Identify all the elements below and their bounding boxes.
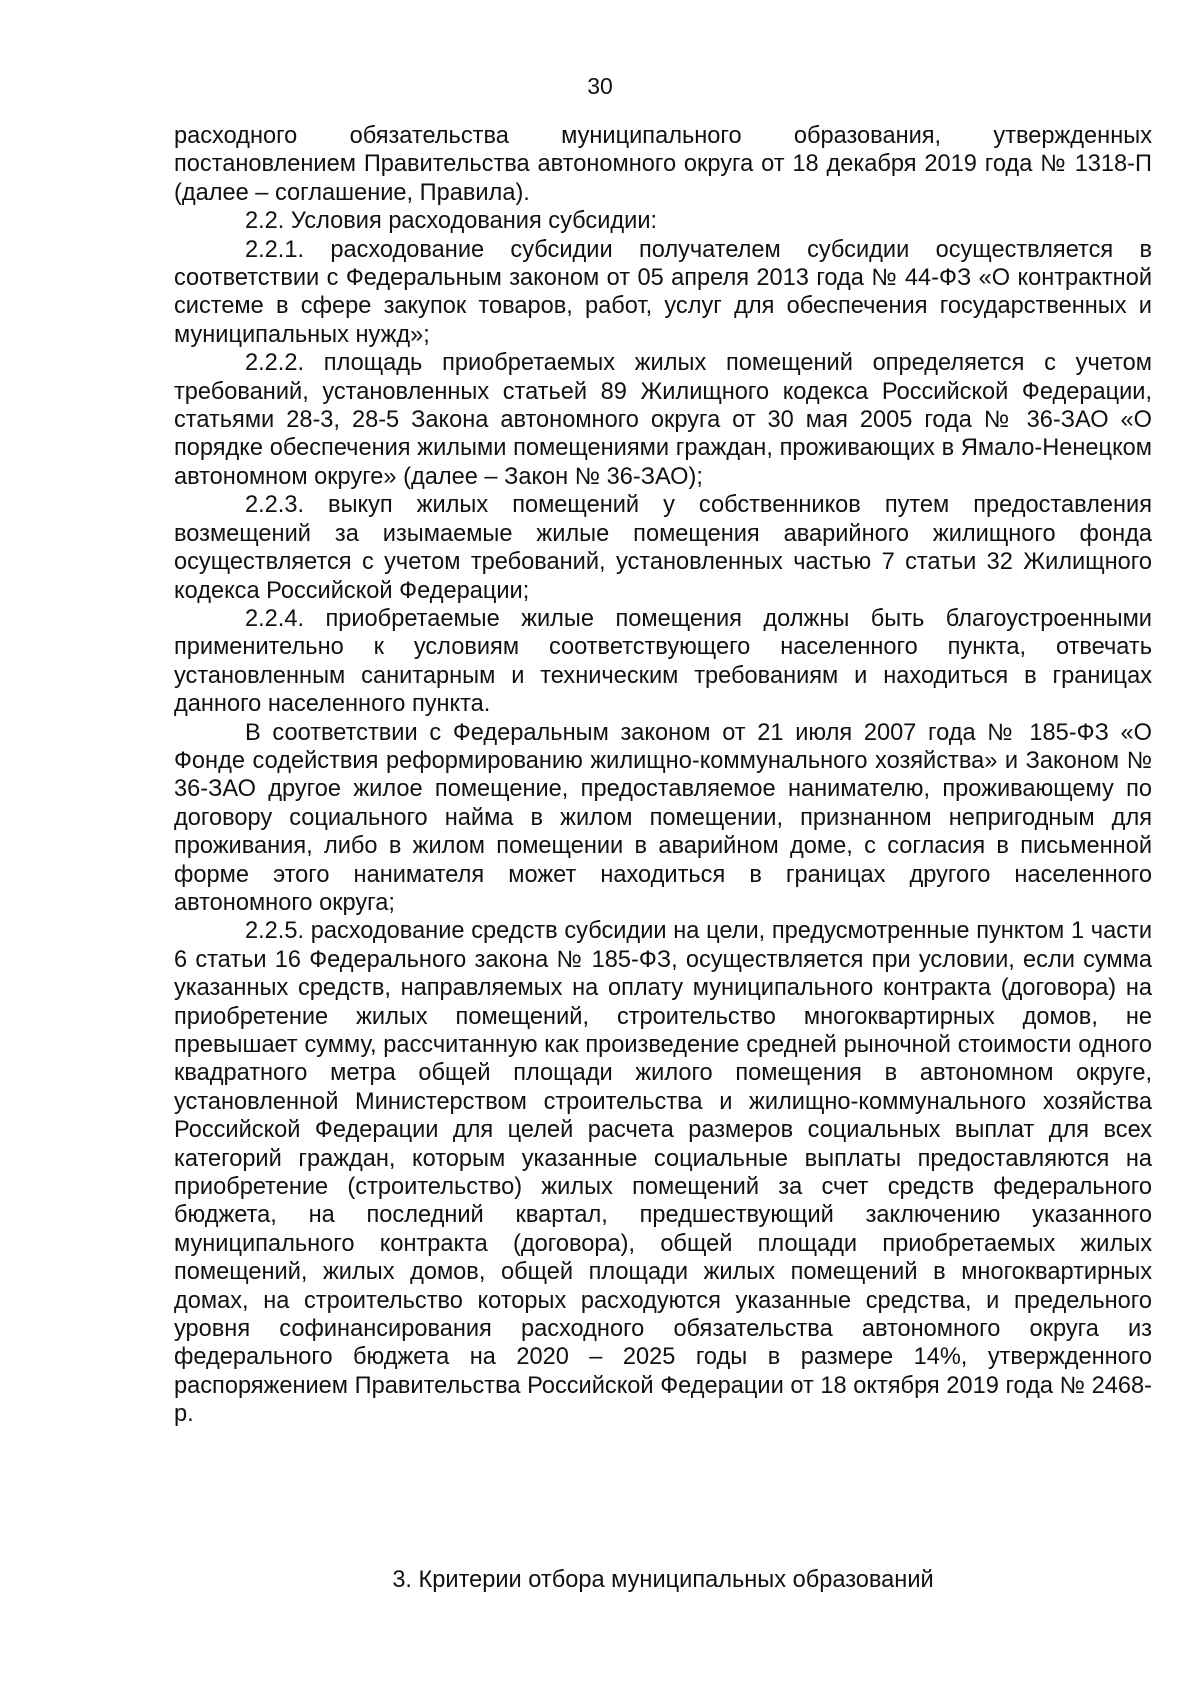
- paragraph-2-2-1: 2.2.1. расходование субсидии получателем субсидии осуществляется в соответствии с Федеральным законом от 05 апреля 2013 года № 44-ФЗ «О контрактной системе в сфере закупок товаров, работ, услуг для обеспечения государственных и муниципальных нужд»;: [174, 236, 1152, 348]
- paragraph-continuation: расходного обязательства муниципального образования, утвержденных постановлением Правительства автономного округа от 18 декабря 2019 года № 1318-П (далее – соглашение, Правила).: [174, 123, 1152, 206]
- paragraph-2-2: 2.2. Условия расходования субсидии:: [245, 208, 658, 235]
- page-number: 30: [587, 73, 613, 99]
- paragraph-185-fz: В соответствии с Федеральным законом от 21 июля 2007 года № 185-ФЗ «О Фонде содействия реформированию жилищно-коммунального хозяйства» и Законом № 36-ЗАО другое жилое помещение, предоставляемое нанимателю, проживающему по договору социального найма в жилом помещении, признанном непригодным для проживания, либо в жилом помещении в аварийном доме, с согласия в письменной форме этого нанимателя может находиться в границах другого населенного автономного округа;: [174, 719, 1152, 916]
- document-body: [174, 122, 1152, 1429]
- section-heading: 3. Критерии отбора муниципальных образований: [392, 1567, 934, 1593]
- paragraph-2-2-4: 2.2.4. приобретаемые жилые помещения должны быть благоустроенными применительно к условиям соответствующего населенного пункта, отвечать установленным санитарным и техническим требованиям и находиться в границах данного населенного пункта.: [174, 605, 1152, 718]
- paragraph-2-2-3: 2.2.3. выкуп жилых помещений у собственников путем предоставления возмещений за изымаемые жилые помещения аварийного жилищного фонда осуществляется с учетом требований, установленных частью 7 статьи 32 Жилищного кодекса Российской Федерации;: [174, 492, 1152, 604]
- paragraph-2-2-5: 2.2.5. расходование средств субсидии на цели, предусмотренные пунктом 1 части 6 статьи 16 Федерального закона № 185-ФЗ, осуществляется при условии, если сумма указанных средств, направляемых на оплату муниципального контракта (договора) на приобретение жилых помещений, строительство многоквартирных домов, не превышает сумму, рассчитанную как произведение средней рыночной стоимости одного квадратного метра общей площади жилого помещения в автономном округе, установленной Министерством строительства и жилищно-коммунального хозяйства Российской Федерации для целей расчета размеров социальных выплат для всех категорий граждан, которым указанные социальные выплаты предоставляются на приобретение (строительство) жилых помещений за счет средств федерального бюджета, на последний квартал, предшествующий заключению указанного муниципального контракта (договора), общей площади приобретаемых жилых помещений, жилых домов, общей площади жилых помещений в многоквартирных домах, на строительство которых расходуются указанные средства, и предельного уровня софинансирования расходного обязательства автономного округа из федерального бюджета на 2020 – 2025 годы в размере 14%, утвержденного распоряжением Правительства Российской Федерации от 18 октября 2019 года № 2468-р.: [174, 918, 1152, 1428]
- paragraph-2-2-2: 2.2.2. площадь приобретаемых жилых помещений определяется с учетом требований, установленных статьей 89 Жилищного кодекса Российской Федерации, статьями 28-3, 28-5 Закона автономного округа от 30 мая 2005 года № 36-ЗАО «О порядке обеспечения жилыми помещениями граждан, проживающих в Ямало-Ненецком автономном округе» (далее – Закон № 36-ЗАО);: [174, 350, 1152, 490]
